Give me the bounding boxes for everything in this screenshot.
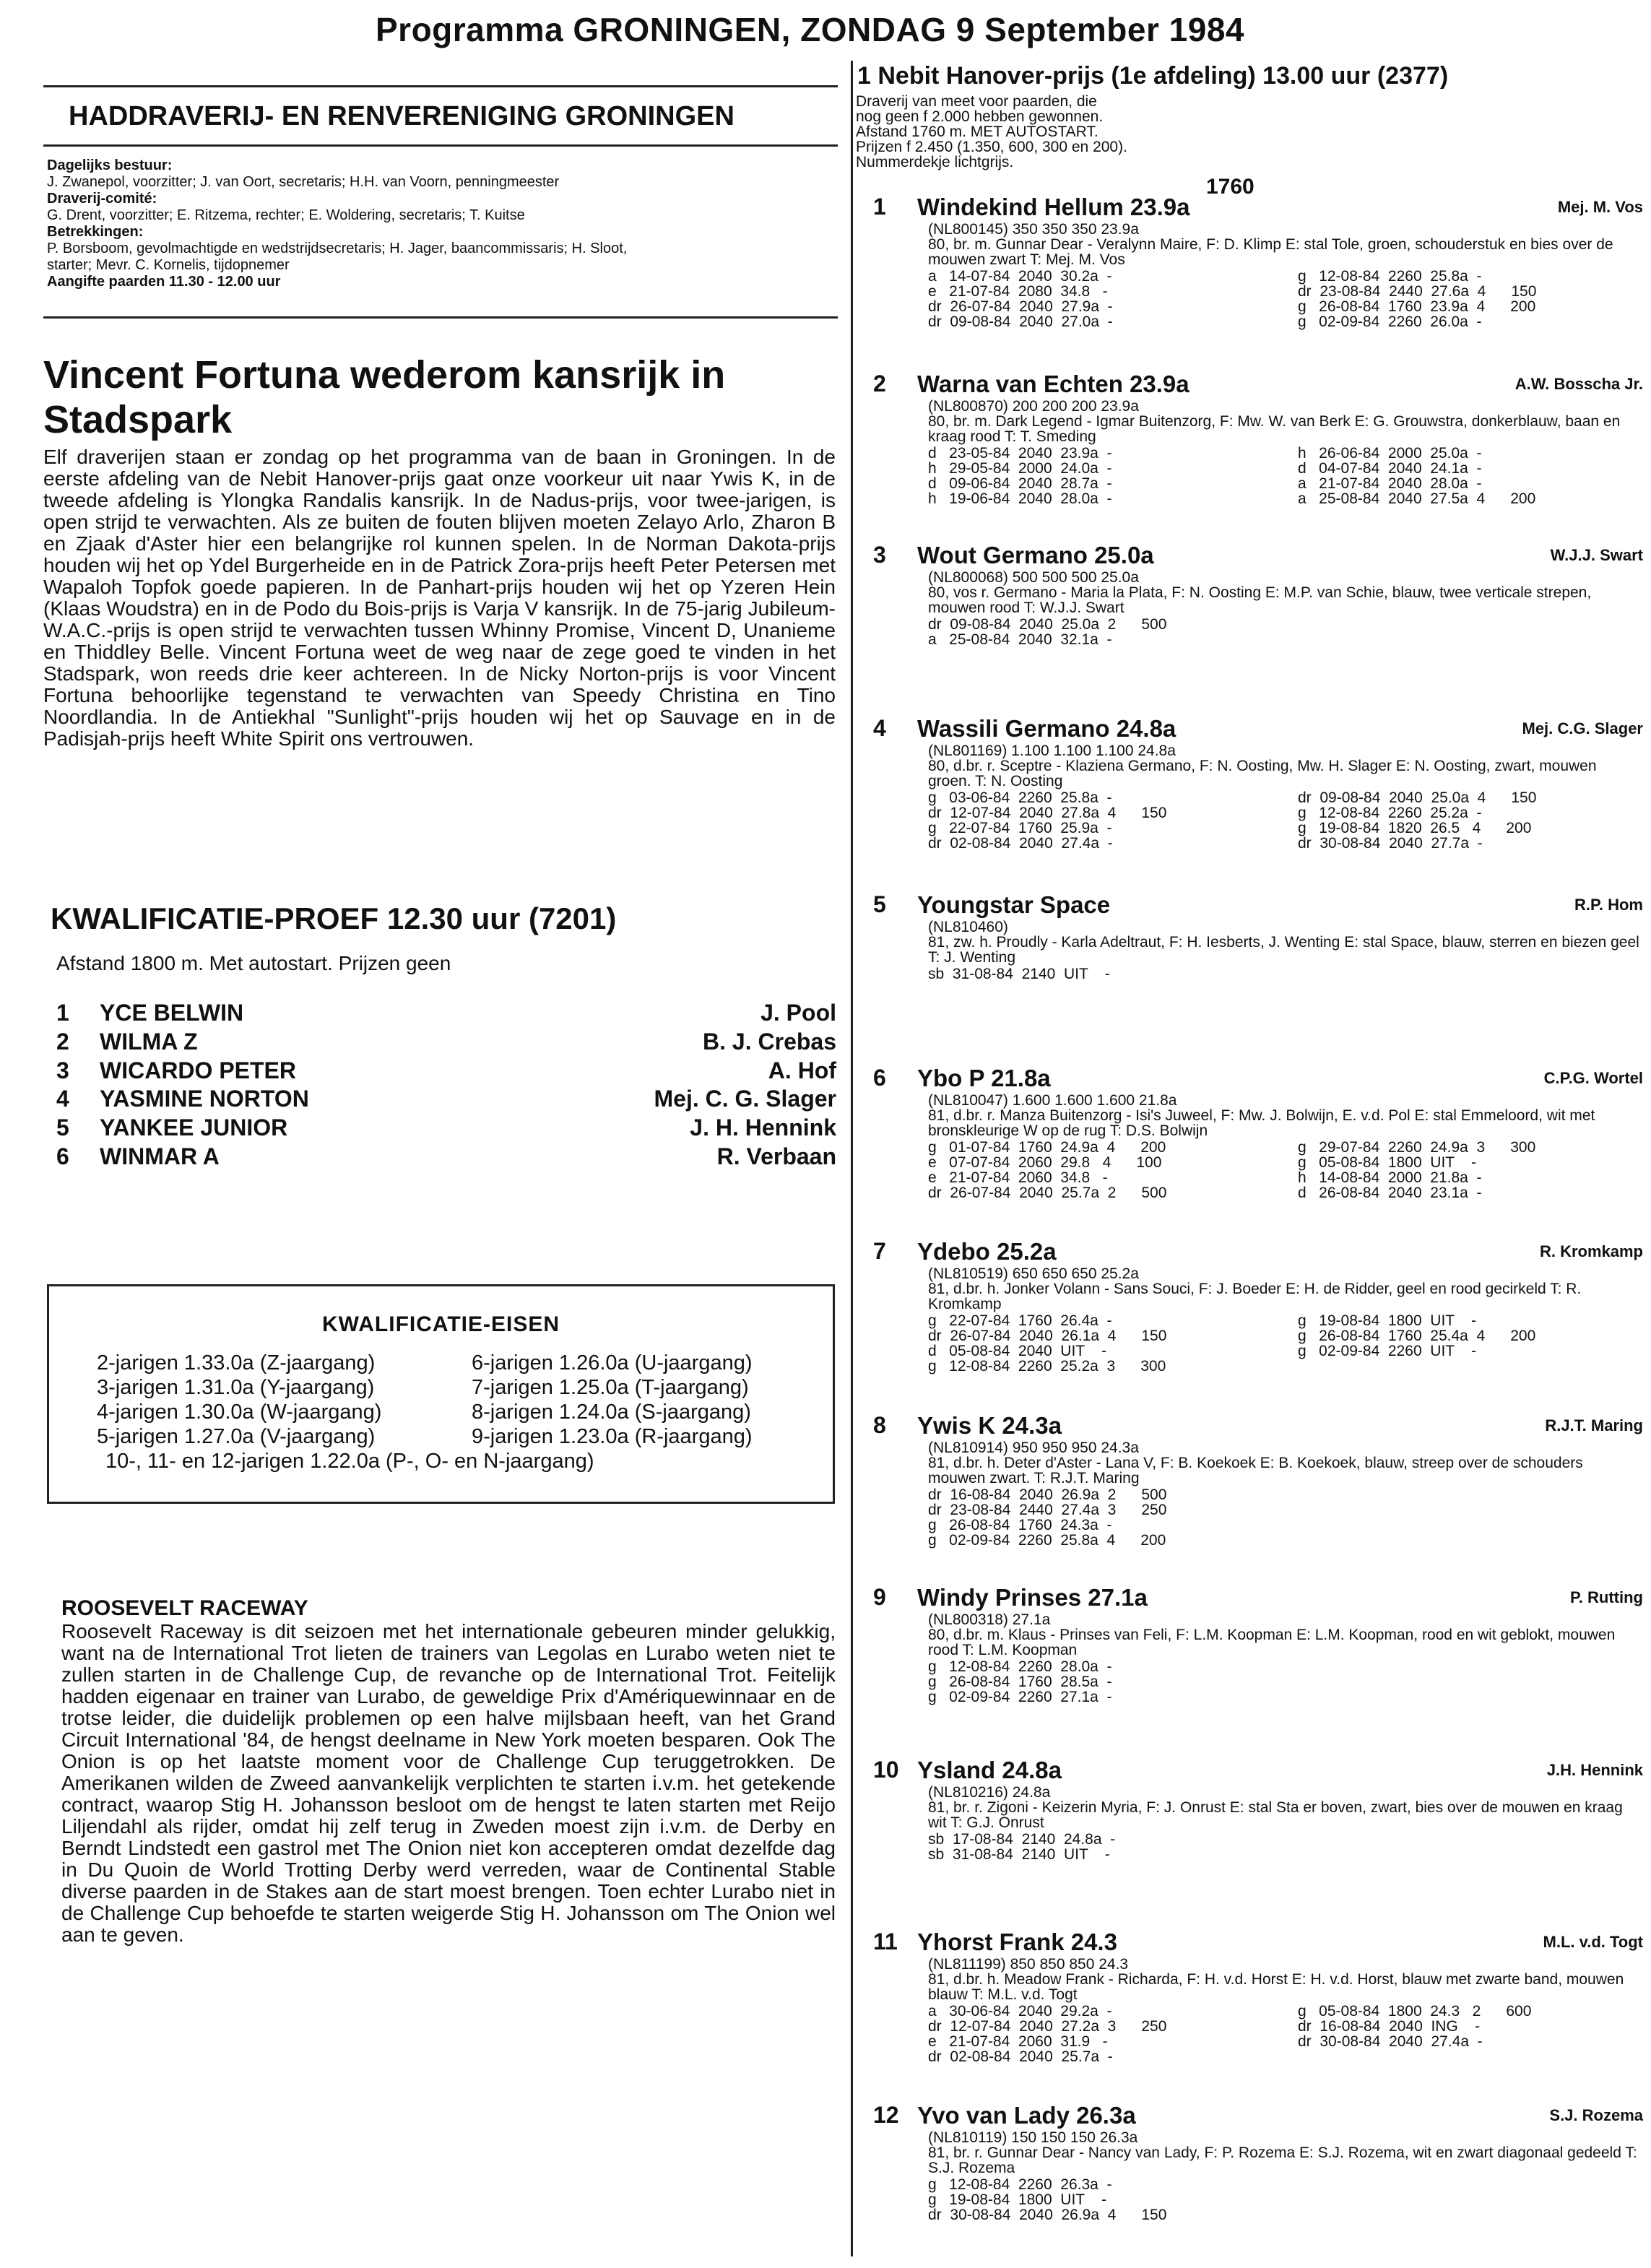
performance-line: g 02-09-84 2260 25.8a 4 200 [928, 1532, 1166, 1549]
entry-driver: B. J. Crebas [703, 1029, 836, 1055]
performance-line: g 22-07-84 1760 25.9a - [928, 820, 1112, 836]
org-bottom-rule [43, 316, 838, 319]
eisen-line-left: 2-jarigen 1.33.0a (Z-jaargang) [97, 1351, 376, 1375]
performance-line: d 26-08-84 2040 23.1a - [1298, 1185, 1482, 1201]
race-info-line: Nummerdekje lichtgrijs. [856, 154, 1014, 170]
eisen-line-right: 7-jarigen 1.25.0a (T-jaargang) [472, 1376, 749, 1399]
roosevelt-body: Roosevelt Raceway is dit seizoen met het internationale gebeuren minder gelukkig, want na de International Trot lieten de trainers van Legolas en Lurabo weten niet te zullen starten in de Challenge Cup, de revanche op de International Trot. Feitelijk hadden eigenaar en trainer van Lurabo, de geweldige Prix d'Amériquewinnaar en de trotse leider, die duidelijk problemen op een halve mijlsbaan heeft, van het Grand Circuit International '84, de hengst deelname in New York moeten besparen. Ook The Onion is op het laatste moment voor de Challenge Cup teruggetrokken. De Amerikanen wilden de Zweed aanvankelijk verplichten te starten i.v.m. het getekende contract, waarop Stig H. Johansson besloot om de hengst te laten starten met Reijo Liljendahl als rijder, omdat hij zelf terug in Zweden moest zijn i.v.m. de Derby en Berndt Lindstedt een gastrol met The Onion niet kon accepteren omdat dezelfde dag in Du Quoin de World Trotting Derby werd verreden, waar de Continental Stable diverse paarden in de Stakes aan de start moest brengen. Toen echter Lurabo niet in de Challenge Cup behoefde te starten weigerde Stig H. Johansson om The Onion wel aan te geven. [61, 1620, 836, 1946]
performance-line: g 03-06-84 2260 25.8a - [928, 789, 1112, 806]
headline-line-1: Vincent Fortuna wederom kansrijk in [43, 353, 726, 397]
performance-line: e 21-07-84 2060 34.8 - [928, 1169, 1108, 1186]
horse-name: Ydebo 25.2a [917, 1238, 1057, 1265]
article-headline [43, 352, 838, 442]
horse-name: Yvo van Lady 26.3a [917, 2102, 1136, 2129]
horse-registration: (NL800068) 500 500 500 25.0a [928, 569, 1139, 586]
performance-line: g 05-08-84 1800 UIT - [1298, 1154, 1477, 1171]
performance-line: dr 09-08-84 2040 25.0a 4 150 [1298, 789, 1537, 806]
race-title: 1 Nebit Hanover-prijs (1e afdeling) 13.00 uur (2377) [857, 62, 1449, 90]
horse-description: 81, br. r. Zigoni - Keizerin Myria, F: J. Onrust E: stal Sta er boven, zwart, bies over de mouwen en kraag wit T: G.J. Onrust [928, 1799, 1623, 1831]
performance-line: a 14-07-84 2040 30.2a - [928, 268, 1112, 285]
kwalificatie-title: KWALIFICATIE-PROEF 12.30 uur (7201) [51, 901, 617, 935]
horse-driver: A.W. Bosscha Jr. [1514, 375, 1643, 393]
race-info [856, 94, 1361, 170]
eisen-line-right: 9-jarigen 1.23.0a (R-jaargang) [472, 1425, 753, 1448]
performance-line: e 21-07-84 2060 31.9 - [928, 2033, 1108, 2050]
eisen-title: KWALIFICATIE-EISEN [321, 1312, 560, 1336]
performance-line: g 26-08-84 1760 25.4a 4 200 [1298, 1328, 1536, 1344]
performance-line: h 14-08-84 2000 21.8a - [1298, 1169, 1482, 1186]
org-line: Draverij-comité: [47, 191, 157, 207]
performance-line: g 12-08-84 2260 25.8a - [1298, 268, 1482, 285]
performance-line: e 21-07-84 2080 34.8 - [928, 283, 1108, 300]
performance-line: dr 23-08-84 2440 27.6a 4 150 [1298, 283, 1537, 300]
performance-line: dr 30-08-84 2040 27.4a - [1298, 2033, 1483, 2050]
horse-entry [856, 891, 1643, 1057]
horse-name: Youngstar Space [917, 891, 1111, 918]
performance-line: d 05-08-84 2040 UIT - [928, 1343, 1107, 1359]
horse-name: Wout Germano 25.0a [917, 542, 1154, 568]
performance-line: dr 26-07-84 2040 26.1a 4 150 [928, 1328, 1167, 1344]
horse-name: Windy Prinses 27.1a [917, 1584, 1148, 1611]
horse-number: 4 [873, 715, 886, 741]
performance-line: sb 31-08-84 2140 UIT - [928, 1846, 1110, 1863]
horse-driver: J.H. Hennink [1546, 1761, 1643, 1779]
horse-registration: (NL810119) 150 150 150 26.3a [928, 2129, 1138, 2146]
entry-driver: J. H. Hennink [690, 1114, 836, 1141]
org-line: G. Drent, voorzitter; E. Ritzema, rechter; E. Woldering, secretaris; T. Kuitse [47, 207, 525, 223]
org-line: Aangifte paarden 11.30 - 12.00 uur [47, 274, 281, 290]
performance-line: dr 30-08-84 2040 26.9a 4 150 [928, 2207, 1167, 2223]
horse-entry [856, 1238, 1643, 1404]
article-body: Elf draverijen staan er zondag op het programma van de baan in Groningen. In de eerste afdeling van de Nebit Hanover-prijs gaat onze voorkeur uit naar Ywis K, in de tweede afdeling is Ylongka Randalis kansrijk. In de Nadus-prijs, voor twee-jarigen, is open strijd te verwachten. Als ze buiten de fouten blijven moeten Zelayo Arlo, Zharon B en Zjaak d'Aster hier een belangrijke rol kunnen spelen. In de Norman Dakota-prijs houden wij het op Ydel Burgerheide en in de Patrick Zora-prijs heeft Peter Petersen met Wapaloh Topfok goede papieren. In de Panhart-prijs houden wij het op Yzeren Hein (Klaas Woudstra) en in de Podo du Bois-prijs is Varja V kansrijk. In de 75-jarig Jubileum-W.A.C.-prijs is open strijd te verwachten tussen Whinny Promise, Vincent D, Unanieme en Thiddley Belle. Vincent Fortuna weet de weg naar de zege goed te vinden in het Stadspark, won reeds drie keer achtereen. In de Nicky Norton-prijs is voor Vincent Fortuna behoorlijke tegenstand te verwachten van Speedy Christina en Tino Noordlandia. In de Antiekhal "Sunlight"-prijs houden wij het op Sauvage en in de Padisjah-prijs heeft White Spirit ons vertrouwen. [43, 446, 836, 750]
org-name: HADDRAVERIJ- EN RENVERENIGING GRONINGEN [69, 101, 734, 131]
horse-registration: (NL810519) 650 650 650 25.2a [928, 1265, 1139, 1282]
performance-line: g 22-07-84 1760 26.4a - [928, 1312, 1112, 1329]
entry-number: 3 [56, 1057, 69, 1083]
kwalificatie-entry [56, 1000, 836, 1029]
performance-line: g 12-08-84 2260 26.3a - [928, 2176, 1112, 2193]
kwalificatie-entry [56, 1029, 836, 1057]
performance-line: a 25-08-84 2040 27.5a 4 200 [1298, 490, 1536, 507]
horse-driver: C.P.G. Wortel [1543, 1069, 1643, 1087]
page-title: Programma GRONINGEN, ZONDAG 9 September 1984 [376, 11, 1244, 48]
horse-name: Yhorst Frank 24.3 [917, 1929, 1117, 1955]
headline-line-2: Stadspark [43, 398, 233, 441]
horse-number: 5 [873, 891, 886, 917]
horse-registration: (NL801169) 1.100 1.100 1.100 24.8a [928, 743, 1176, 759]
horse-driver: M.L. v.d. Togt [1543, 1933, 1643, 1951]
horse-registration: (NL810914) 950 950 950 24.3a [928, 1440, 1139, 1456]
kwalificatie-entry [56, 1086, 836, 1114]
horse-number: 7 [873, 1238, 886, 1264]
performance-line: dr 16-08-84 2040 26.9a 2 500 [928, 1486, 1167, 1503]
entry-horse-name: YASMINE NORTON [100, 1086, 309, 1112]
performance-line: g 02-09-84 2260 UIT - [1298, 1343, 1477, 1359]
performance-line: dr 12-07-84 2040 27.2a 3 250 [928, 2018, 1167, 2035]
performance-line: g 26-08-84 1760 24.3a - [928, 1517, 1112, 1533]
entry-number: 4 [56, 1086, 69, 1112]
performance-line: g 05-08-84 1800 24.3 2 600 [1298, 2003, 1532, 2020]
performance-line: dr 12-07-84 2040 27.8a 4 150 [928, 805, 1167, 821]
horse-registration: (NL811199) 850 850 850 24.3 [928, 1956, 1129, 1973]
entry-number: 1 [56, 1000, 69, 1026]
performance-line: g 19-08-84 1800 UIT - [1298, 1312, 1477, 1329]
performance-line: g 01-07-84 1760 24.9a 4 200 [928, 1139, 1166, 1156]
entry-number: 2 [56, 1029, 69, 1055]
horse-description: 80, vos r. Germano - Maria la Plata, F: N. Oosting E: M.P. van Schie, blauw, twee verticale strepen, mouwen rood T: W.J.J. Swart [928, 584, 1592, 616]
horse-entry [856, 1065, 1643, 1231]
race-info-line: Prijzen f 2.450 (1.350, 600, 300 en 200). [856, 139, 1127, 155]
performance-line: d 04-07-84 2040 24.1a - [1298, 460, 1482, 477]
horse-number: 8 [873, 1412, 886, 1438]
performance-line: g 19-08-84 1820 26.5 4 200 [1298, 820, 1532, 836]
performance-line: h 26-06-84 2000 25.0a - [1298, 445, 1482, 462]
horse-entry [856, 542, 1643, 708]
entry-driver: Mej. C. G. Slager [654, 1086, 836, 1112]
performance-line: sb 31-08-84 2140 UIT - [928, 966, 1110, 982]
entry-horse-name: WICARDO PETER [100, 1057, 296, 1083]
performance-line: dr 26-07-84 2040 25.7a 2 500 [928, 1185, 1167, 1201]
horse-number: 3 [873, 542, 886, 568]
entry-horse-name: YCE BELWIN [100, 1000, 244, 1026]
horse-entry [856, 715, 1643, 881]
performance-line: dr 26-07-84 2040 27.9a - [928, 298, 1113, 315]
performance-line: dr 02-08-84 2040 27.4a - [928, 835, 1113, 852]
horse-number: 10 [873, 1757, 899, 1783]
horse-entry [856, 1412, 1643, 1578]
performance-line: dr 02-08-84 2040 25.7a - [928, 2048, 1113, 2065]
performance-line: g 29-07-84 2260 24.9a 3 300 [1298, 1139, 1536, 1156]
horse-number: 1 [873, 194, 886, 220]
performance-line: dr 09-08-84 2040 25.0a 2 500 [928, 616, 1167, 633]
eisen-line-left: 5-jarigen 1.27.0a (V-jaargang) [97, 1425, 376, 1448]
entry-horse-name: WINMAR A [100, 1143, 220, 1169]
race-distance-stamp: 1760 [1206, 175, 1254, 199]
kwalificatie-eisen-box [47, 1284, 835, 1504]
horse-driver: R.P. Hom [1574, 896, 1643, 914]
performance-line: g 02-09-84 2260 26.0a - [1298, 313, 1482, 330]
roosevelt-title: ROOSEVELT RACEWAY [61, 1596, 308, 1620]
org-line: starter; Mevr. C. Kornelis, tijdopnemer [47, 257, 290, 273]
performance-line: g 19-08-84 1800 UIT - [928, 2191, 1107, 2208]
horse-name: Warna van Echten 23.9a [917, 371, 1190, 397]
horse-description: 81, d.br. r. Manza Buitenzorg - Isi's Juweel, F: Mw. J. Bolwijn, E. v.d. Pol E: stal Emmeloord, wit met bronskleurige W op de rug T: D.S. Bolwijn [928, 1107, 1595, 1139]
eisen-line-right: 8-jarigen 1.24.0a (S-jaargang) [472, 1401, 751, 1424]
performance-line: h 19-06-84 2040 28.0a - [928, 490, 1112, 507]
horse-driver: S.J. Rozema [1549, 2106, 1643, 2124]
horse-number: 12 [873, 2102, 899, 2128]
entry-number: 5 [56, 1114, 69, 1141]
horse-driver: W.J.J. Swart [1550, 546, 1643, 564]
org-line: Betrekkingen: [47, 224, 144, 240]
column-divider [851, 61, 853, 2256]
org-mid-rule [43, 144, 838, 147]
horse-description: 81, br. r. Gunnar Dear - Nancy van Lady, F: P. Rozema E: S.J. Rozema, wit en zwart diagonaal gedeeld T: S.J. Rozema [928, 2144, 1637, 2176]
performance-line: sb 17-08-84 2140 24.8a - [928, 1831, 1116, 1848]
performance-line: dr 23-08-84 2440 27.4a 3 250 [928, 1502, 1167, 1518]
performance-line: dr 09-08-84 2040 27.0a - [928, 313, 1113, 330]
horse-number: 6 [873, 1065, 886, 1091]
horse-entry [856, 1584, 1643, 1750]
org-line: P. Borsboom, gevolmachtigde en wedstrijdsecretaris; H. Jager, baancommissaris; H. Sloot, [47, 241, 628, 256]
performance-line: g 12-08-84 2260 25.2a 3 300 [928, 1358, 1166, 1375]
entry-driver: J. Pool [760, 1000, 836, 1026]
horse-name: Wassili Germano 24.8a [917, 715, 1176, 742]
entry-driver: A. Hof [768, 1057, 836, 1083]
horse-description: 81, zw. h. Proudly - Karla Adeltraut, F: H. Iesberts, J. Wenting E: stal Space, blauw, sterren en biezen geel T: J. Wenting [928, 934, 1639, 966]
horse-entry [856, 1757, 1643, 1923]
horse-driver: R. Kromkamp [1539, 1242, 1643, 1260]
horse-registration: (NL810047) 1.600 1.600 1.600 21.8a [928, 1092, 1177, 1109]
horse-registration: (NL800145) 350 350 350 23.9a [928, 221, 1139, 238]
horse-driver: Mej. M. Vos [1557, 198, 1643, 216]
performance-line: a 21-07-84 2040 28.0a - [1298, 475, 1482, 492]
performance-line: g 26-08-84 1760 28.5a - [928, 1674, 1112, 1690]
performance-line: h 29-05-84 2000 24.0a - [928, 460, 1112, 477]
horse-driver: R.J.T. Maring [1545, 1416, 1643, 1434]
horse-name: Ybo P 21.8a [917, 1065, 1051, 1091]
performance-line: d 09-06-84 2040 28.7a - [928, 475, 1112, 492]
horse-name: Ysland 24.8a [917, 1757, 1062, 1783]
kwalificatie-subtitle: Afstand 1800 m. Met autostart. Prijzen geen [56, 952, 451, 974]
horse-number: 2 [873, 371, 886, 397]
performance-line: a 25-08-84 2040 32.1a - [928, 631, 1112, 648]
entry-driver: R. Verbaan [716, 1143, 836, 1169]
horse-registration: (NL810216) 24.8a [928, 1784, 1051, 1801]
performance-line: dr 16-08-84 2040 ING - [1298, 2018, 1481, 2035]
race-info-line: nog geen f 2.000 hebben gewonnen. [856, 108, 1104, 125]
horse-entry [856, 1929, 1643, 2095]
horse-driver: Mej. C.G. Slager [1522, 719, 1643, 737]
horse-entry [856, 2102, 1643, 2268]
horse-number: 11 [873, 1929, 898, 1955]
horse-description: 80, d.br. m. Klaus - Prinses van Feli, F: L.M. Koopman E: L.M. Koopman, rood en wit geblokt, mouwen rood T: L.M. Koopman [928, 1627, 1616, 1658]
kwalificatie-entry [56, 1114, 836, 1143]
performance-line: d 23-05-84 2040 23.9a - [928, 445, 1112, 462]
performance-line: g 12-08-84 2260 25.2a - [1298, 805, 1482, 821]
eisen-line-left: 3-jarigen 1.31.0a (Y-jaargang) [97, 1376, 375, 1399]
horse-description: 81, d.br. h. Deter d'Aster - Lana V, F: B. Koekoek E: B. Koekoek, blauw, streep over de schouders mouwen zwart. T: R.J.T. Maring [928, 1455, 1583, 1486]
entry-horse-name: YANKEE JUNIOR [100, 1114, 288, 1141]
horse-registration: (NL800870) 200 200 200 23.9a [928, 398, 1139, 415]
entry-horse-name: WILMA Z [100, 1029, 198, 1055]
kwalificatie-entry [56, 1143, 836, 1172]
horse-description: 81, d.br. h. Meadow Frank - Richarda, F: H. v.d. Horst E: H. v.d. Horst, blauw met zwarte band, mouwen blauw T: M.L. v.d. Togt [928, 1971, 1624, 2003]
eisen-line-left: 4-jarigen 1.30.0a (W-jaargang) [97, 1401, 382, 1424]
org-details [47, 157, 834, 290]
horse-description: 80, br. m. Gunnar Dear - Veralynn Maire, F: D. Klimp E: stal Tole, groen, schouderstuk en bies over de mouwen zwart T: Mej. M. Vos [928, 236, 1613, 268]
org-line: Dagelijks bestuur: [47, 157, 173, 173]
org-top-rule [43, 85, 838, 87]
eisen-line-last: 10-, 11- en 12-jarigen 1.22.0a (P-, O- en N-jaargang) [105, 1450, 594, 1473]
horse-name: Windekind Hellum 23.9a [917, 194, 1190, 220]
horse-name: Ywis K 24.3a [917, 1412, 1062, 1439]
eisen-line-right: 6-jarigen 1.26.0a (U-jaargang) [472, 1351, 753, 1375]
race-info-line: Draverij van meet voor paarden, die [856, 93, 1097, 110]
horse-description: 81, d.br. h. Jonker Volann - Sans Souci, F: J. Boeder E: H. de Ridder, geel en rood gecirkeld T: R. Kromkamp [928, 1281, 1582, 1312]
org-line: J. Zwanepol, voorzitter; J. van Oort, secretaris; H.H. van Voorn, penningmeester [47, 174, 560, 190]
performance-line: g 12-08-84 2260 28.0a - [928, 1658, 1112, 1675]
horse-driver: P. Rutting [1569, 1588, 1643, 1606]
horse-description: 80, d.br. r. Sceptre - Klaziena Germano, F: N. Oosting, Mw. H. Slager E: N. Oosting, zwart, mouwen groen. T: N. Oosting [928, 758, 1597, 789]
horse-description: 80, br. m. Dark Legend - Igmar Buitenzorg, F: Mw. W. van Berk E: G. Grouwstra, donkerblauw, baan en kraag rood T: T. Smeding [928, 413, 1621, 445]
horse-number: 9 [873, 1584, 886, 1610]
kwalificatie-entry [56, 1057, 836, 1086]
performance-line: e 07-07-84 2060 29.8 4 100 [928, 1154, 1162, 1171]
horse-entry [856, 194, 1643, 360]
performance-line: dr 30-08-84 2040 27.7a - [1298, 835, 1483, 852]
performance-line: a 30-06-84 2040 29.2a - [928, 2003, 1112, 2020]
performance-line: g 02-09-84 2260 27.1a - [928, 1689, 1112, 1705]
horse-entry [856, 371, 1643, 537]
horse-registration: (NL800318) 27.1a [928, 1611, 1051, 1628]
race-info-line: Afstand 1760 m. MET AUTOSTART. [856, 124, 1098, 140]
performance-line: g 26-08-84 1760 23.9a 4 200 [1298, 298, 1536, 315]
entry-number: 6 [56, 1143, 69, 1169]
horse-registration: (NL810460) [928, 919, 1008, 935]
